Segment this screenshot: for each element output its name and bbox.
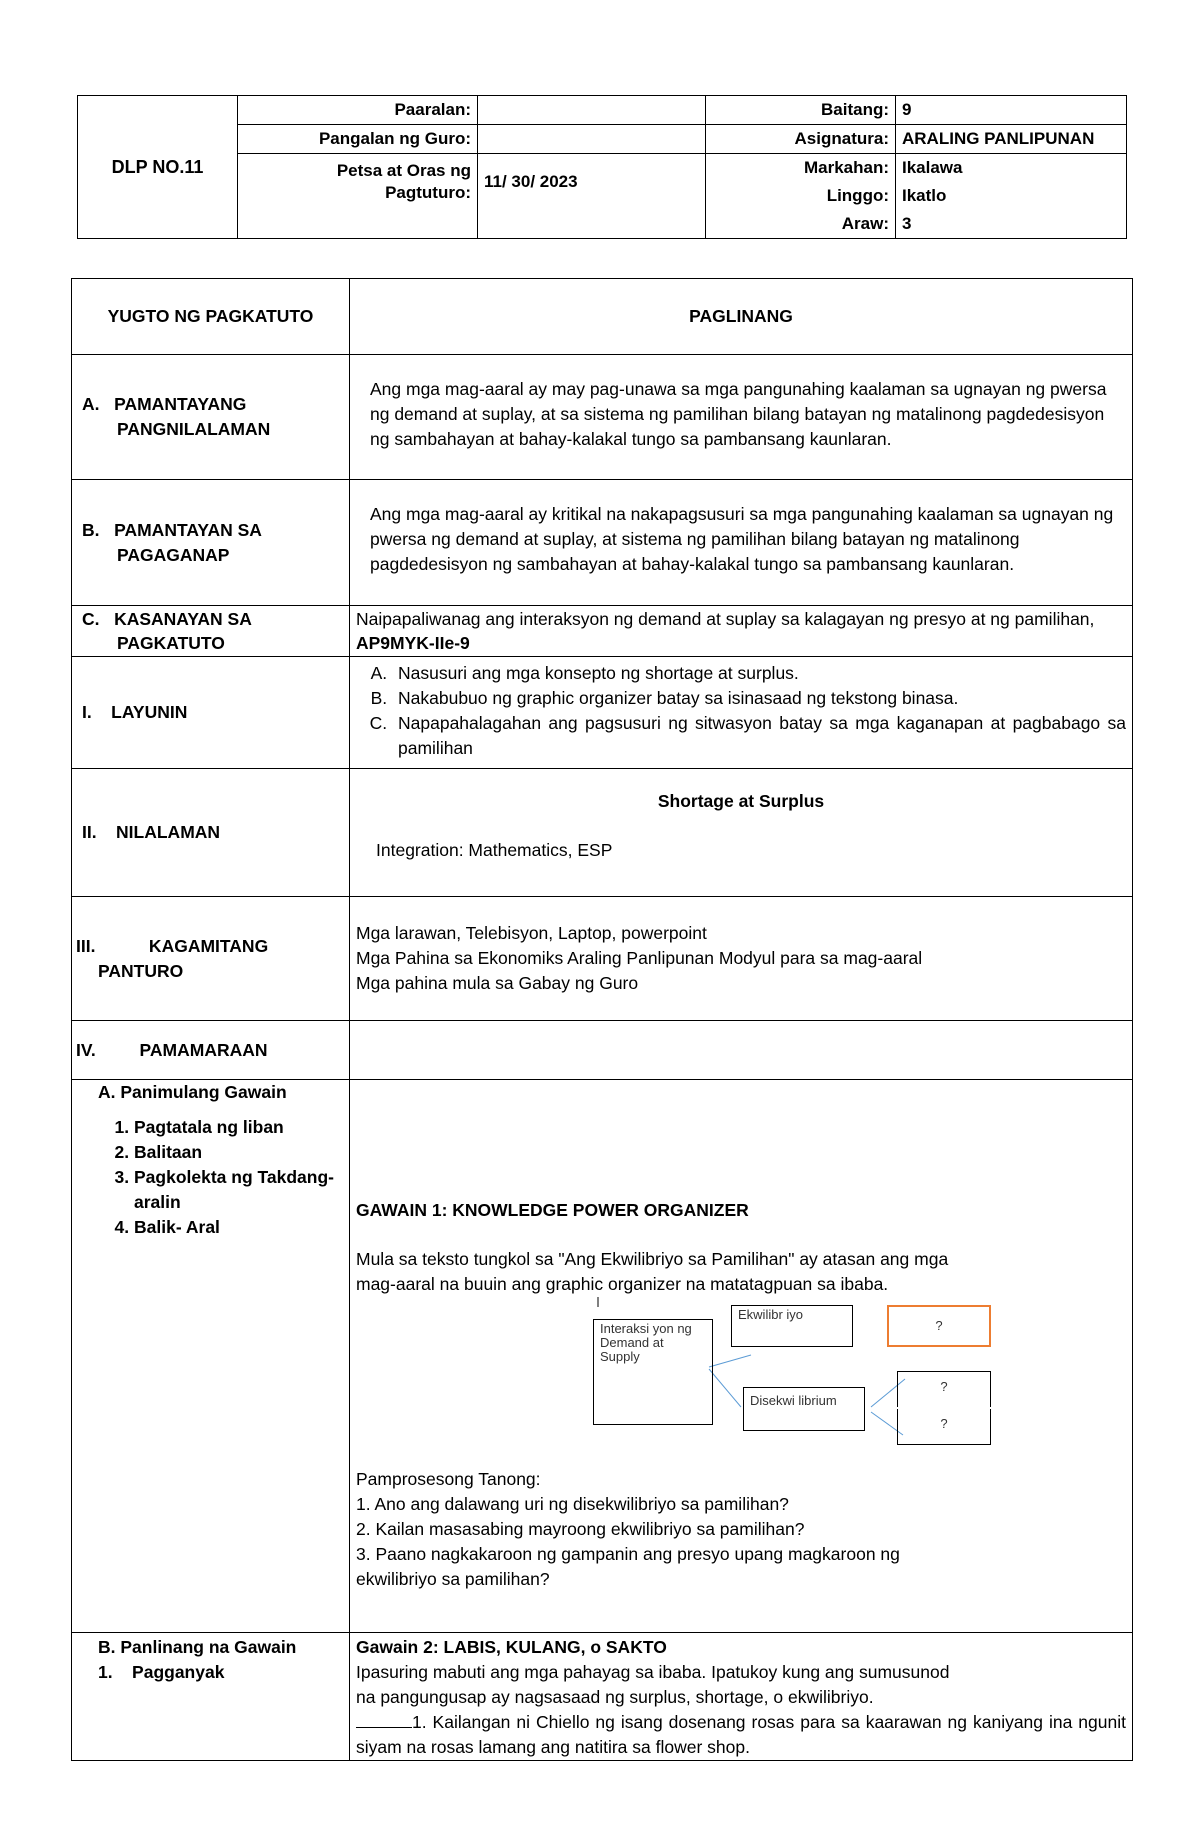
panlinang-gawain-label: B. Panlinang na Gawain — [98, 1637, 297, 1657]
row-label-layunin: I. LAYUNIN — [72, 657, 350, 769]
organizer-box-ekwilibriyo: Ekwilibr iyo — [731, 1305, 853, 1347]
kasanayan-cell — [350, 606, 1133, 657]
layunin-list — [356, 661, 1126, 761]
label-line: III. KAGAMITANG — [76, 935, 269, 956]
organizer-box-ekwilibriyo-answer: ? — [887, 1305, 991, 1347]
guro-value — [478, 125, 706, 154]
pamantayang-pangnilalaman-text: Ang mga mag-aaral ay may pag-unawa sa mga pangunahing kaalaman sa ugnayan ng pwersa ng demand at suplay, at sa sistema ng pamilihan bilang batayan ng matalinong pagdedesisyon ng sambahayan at bahay-kalakal tungo sa pambansang kaunlaran. — [350, 355, 1133, 480]
nilalaman-title: Shortage at Surplus — [657, 791, 825, 811]
pagganyak-label: 1. Pagganyak — [98, 1662, 225, 1682]
layunin-cell — [350, 657, 1133, 769]
panimulang-gawain-list — [98, 1115, 343, 1240]
linggo-label: Linggo: — [706, 182, 896, 210]
nilalaman-cell — [350, 769, 1133, 897]
gawain-2-item — [356, 1710, 1126, 1760]
gawain-2-title: Gawain 2: LABIS, KULANG, o SAKTO — [356, 1637, 667, 1657]
answer-blank[interactable] — [356, 1713, 412, 1728]
tanong-line: 2. Kailan masasabing mayroong ekwilibriyo sa pamilihan? — [356, 1519, 805, 1539]
label-line: A. PAMANTAYANG — [82, 394, 247, 414]
paaralan-label: Paaralan: — [238, 96, 478, 125]
panimulang-gawain-cell — [72, 1080, 350, 1633]
kagamitang-line: Mga pahina mula sa Gabay ng Guro — [356, 973, 639, 993]
pamantayan-sa-pagaganap-text: Ang mga mag-aaral ay kritikal na nakapagsusuri sa mga pangunahing kaalaman sa ugnayan ng pwersa ng demand at suplay, at sistema ng pamilihan bilang batayan ng matalinong pagdedesisyon ng sambahayan at bahay-kalakal tungo sa pambansang kaunlaran. — [350, 480, 1133, 606]
gawain-2-cell — [350, 1633, 1133, 1761]
paaralan-value — [478, 96, 706, 125]
gawain-2-text: na pangungusap ay nagsasaad ng surplus, shortage, o ekwilibriyo. — [356, 1687, 874, 1707]
graphic-organizer — [591, 1297, 1151, 1467]
col-header-yugto: YUGTO NG PAGKATUTO — [72, 279, 350, 355]
tanong-line: 3. Paano nagkakaroon ng gampanin ang presyo upang magkaroon ng — [356, 1544, 900, 1564]
row-label-nilalaman: II. NILALAMAN — [72, 769, 350, 897]
asignatura-label: Asignatura: — [706, 125, 896, 154]
organizer-box-disekwilibriyo-answer-1: ? — [897, 1371, 991, 1407]
tanong-line: 1. Ano ang dalawang uri ng disekwilibriyo sa pamilihan? — [356, 1494, 789, 1514]
petsa-value: 11/ 30/ 2023 — [478, 154, 706, 239]
panlinang-gawain-cell — [72, 1633, 350, 1761]
panimulang-item: 2. Balitaan — [134, 1140, 343, 1165]
kasanayan-code: AP9MYK-IIe-9 — [356, 633, 470, 653]
nilalaman-integration: Integration: Mathematics, ESP — [376, 840, 613, 860]
row-label-kagamitang-panturo — [72, 897, 350, 1021]
gawain-2-item-text: 1. Kailangan ni Chiello ng isang dosenang rosas para sa kaarawan ng kaniyang ina ngunit siyam na rosas lamang ang natitira sa flower shop. — [356, 1712, 1126, 1757]
row-label-kasanayan — [72, 606, 350, 657]
label-line: PANTURO — [98, 960, 184, 981]
layunin-item: A. Nasusuri ang mga konsepto ng shortage at surplus. — [392, 661, 1126, 686]
row-label-pamamaraan: IV. PAMAMARAAN — [72, 1021, 350, 1080]
label-line: PAGKATUTO — [117, 633, 225, 653]
pamamaraan-cell — [350, 1021, 1133, 1080]
label-line: PAGAGANAP — [117, 544, 230, 565]
araw-value: 3 — [896, 210, 1127, 239]
layunin-item: C. Napapahalagahan ang pagsusuri ng sitwasyon batay sa mga kaganapan at pagbabago sa pamilihan — [392, 711, 1126, 761]
label-line: B. PAMANTAYAN SA — [82, 519, 262, 540]
kasanayan-text: Naipapaliwanag ang interaksyon ng demand at suplay sa kalagayan ng presyo at ng pamilihan, — [356, 609, 1095, 629]
gawain-2-text: Ipasuring mabuti ang mga pahayag sa ibaba. Ipatukoy kung ang sumusunod — [356, 1662, 950, 1682]
petsa-label-line-2: Pagtuturo: — [385, 183, 471, 202]
markahan-label: Markahan: — [706, 154, 896, 183]
kagamitang-line: Mga Pahina sa Ekonomiks Araling Panlipunan Modyul para sa mag-aaral — [356, 948, 923, 968]
pamprosesong-label: Pamprosesong Tanong: — [356, 1469, 541, 1489]
organizer-box-disekwilibriyo: Disekwi librium — [743, 1387, 865, 1431]
guro-label: Pangalan ng Guro: — [238, 125, 478, 154]
panimulang-item: 4. Balik- Aral — [134, 1215, 343, 1240]
kagamitang-cell — [350, 897, 1133, 1021]
linggo-value: Ikatlo — [896, 182, 1127, 210]
lesson-plan-table — [71, 278, 1133, 1761]
label-line: C. KASANAYAN SA — [82, 609, 252, 629]
petsa-label — [238, 154, 478, 239]
col-header-paglinang: PAGLINANG — [350, 279, 1133, 355]
araw-label: Araw: — [706, 210, 896, 239]
tanong-line: ekwilibriyo sa pamilihan? — [356, 1569, 550, 1589]
organizer-box-disekwilibriyo-answer-2: ? — [897, 1409, 991, 1445]
panimulang-item: 3. Pagkolekta ng Takdang-aralin — [134, 1165, 343, 1215]
dlp-number: DLP NO.11 — [78, 96, 238, 239]
row-label-pamantayan-sa-pagaganap — [72, 480, 350, 606]
baitang-value: 9 — [896, 96, 1127, 125]
asignatura-value: ARALING PANLIPUNAN — [896, 125, 1127, 154]
kagamitang-line: Mga larawan, Telebisyon, Laptop, powerpoint — [356, 923, 707, 943]
gawain-1-text: Mula sa teksto tungkol sa "Ang Ekwilibriyo sa Pamilihan" ay atasan ang mga — [356, 1249, 949, 1269]
label-line: PANGNILALAMAN — [117, 419, 271, 439]
petsa-label-line-1: Petsa at Oras ng — [336, 161, 471, 180]
markahan-value: Ikalawa — [896, 154, 1127, 183]
panimulang-gawain-label: A. Panimulang Gawain — [98, 1082, 287, 1102]
baitang-label: Baitang: — [706, 96, 896, 125]
row-label-pamantayang-pangnilalaman — [72, 355, 350, 480]
header-table — [77, 95, 1127, 239]
gawain-1-text: mag-aaral na buuin ang graphic organizer na matatagpuan sa ibaba. — [356, 1274, 889, 1294]
gawain-1-title: GAWAIN 1: KNOWLEDGE POWER ORGANIZER — [356, 1200, 749, 1220]
panimulang-item: 1. Pagtatala ng liban — [134, 1115, 343, 1140]
gawain-1-cell — [350, 1080, 1133, 1633]
layunin-item: B. Nakabubuo ng graphic organizer batay sa isinasaad ng tekstong binasa. — [392, 686, 1126, 711]
organizer-box-interaksiyon: Interaksi yon ng Demand at Supply — [593, 1319, 713, 1425]
